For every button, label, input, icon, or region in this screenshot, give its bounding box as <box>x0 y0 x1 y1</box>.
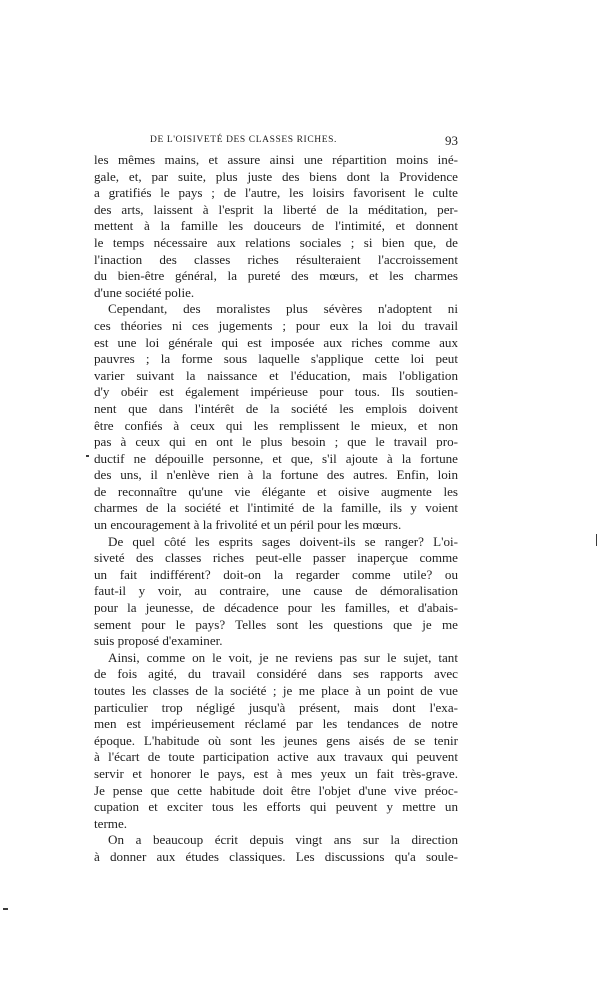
text-line: à donner aux études classiques. Les discussions qu'a soule- <box>94 848 458 864</box>
text-line: cupation et exciter tous les efforts qui peuvent y mettre un <box>94 799 458 815</box>
text-line: nent que dans l'intérêt de la société les emplois doivent <box>94 400 458 416</box>
text-line: men est impérieusement réclamé par les tendances de notre <box>94 716 458 732</box>
running-title: DE L'OISIVETÉ DES CLASSES RICHES. <box>150 135 337 145</box>
page-header <box>94 133 458 153</box>
text-line: ces théories ni ces jugements ; pour eux la loi du travail <box>94 317 458 333</box>
page-number: 93 <box>445 133 458 148</box>
text-line: époque. L'habitude où sont les jeunes gens aisés de se tenir <box>94 732 458 748</box>
text-line: toutes les classes de la société ; je me place à un point de vue <box>94 683 458 698</box>
text-line: les mêmes mains, et assure ainsi une répartition moins iné- <box>94 152 458 167</box>
text-line: être confiés à ceux qui les remplissent le mieux, et non <box>94 417 458 433</box>
text-line: varier suivant la naissance et l'éducation, mais l'obligation <box>94 367 458 383</box>
text-line: particulier trop négligé jusqu'à présent, mais dont l'exa- <box>94 699 458 715</box>
text-line: est une loi générale qui est imposée aux riches comme aux <box>94 334 458 350</box>
text-line: des arts, laissent à l'esprit la liberté de la méditation, per- <box>94 201 458 217</box>
text-line: terme. <box>94 815 128 831</box>
text-line: du bien-être général, la pureté des mœurs, et les charmes <box>94 268 458 284</box>
text-line: pauvres ; la forme sous laquelle s'applique cette loi peut <box>94 351 458 367</box>
ink-speck <box>596 534 597 546</box>
text-line: De quel côté les esprits sages doivent-ils se ranger? L'oi- <box>108 533 458 549</box>
text-line: sement pour le pays? Telles sont les questions que je me <box>94 616 458 632</box>
text-line: mettent à la famille les douceurs de l'intimité, et donnent <box>94 218 458 234</box>
text-line: un encouragement à la frivolité et un péril pour les mœurs. <box>94 517 402 533</box>
text-line: charmes de la société et l'intimité de la famille, ils y voient <box>94 500 458 516</box>
text-line: faut-il y voir, au contraire, une cause de démoralisation <box>94 583 458 599</box>
text-line: Ainsi, comme on le voit, je ne reviens pas sur le sujet, tant <box>108 649 458 665</box>
text-line: pour la jeunesse, de décadence pour les familles, et d'abais- <box>94 600 458 616</box>
text-line: de fois agité, du travail considéré dans ses rapports avec <box>94 666 458 682</box>
text-line: On a beaucoup écrit depuis vingt ans sur la direction <box>108 832 458 848</box>
text-line: siveté des classes riches peut-elle passer inaperçue comme <box>94 550 458 566</box>
text-line: l'inaction des classes riches résulteraient l'accroissement <box>94 251 458 267</box>
ink-speck <box>86 455 89 457</box>
text-line: Je pense que cette habitude doit être l'objet d'une vive préoc- <box>94 782 458 798</box>
text-line: ductif ne dépouille personne, et que, s'il ajoute à la fortune <box>94 450 458 466</box>
text-line: d'une société polie. <box>94 284 195 300</box>
text-line: servir et honorer le pays, est à mes yeux un fait très-grave. <box>94 765 458 781</box>
text-line: de reconnaître qu'une vie élégante et oisive augmente les <box>94 483 458 499</box>
text-line: des uns, il n'enlève rien à la fortune des autres. Enfin, loin <box>94 467 458 483</box>
text-line: un fait indifférent? doit-on la regarder comme utile? ou <box>94 566 458 582</box>
text-line: le temps nécessaire aux relations sociales ; si bien que, de <box>94 234 458 250</box>
body-text <box>94 152 458 866</box>
ink-speck <box>3 908 8 910</box>
text-line: d'y obéir est également impérieuse pour tous. Ils soutien- <box>94 384 458 400</box>
text-line: a gratifiés le pays ; de l'autre, les loisirs favorisent le culte <box>94 185 458 201</box>
text-line: pas à ceux qui en ont le plus besoin ; que le travail pro- <box>94 434 458 450</box>
text-line: gale, et, par suite, plus juste des biens dont la Providence <box>94 168 458 184</box>
text-line: suis proposé d'examiner. <box>94 633 223 649</box>
text-line: Cependant, des moralistes plus sévères n'adoptent ni <box>108 301 458 317</box>
text-line: à l'écart de toute participation active aux travaux qui peuvent <box>94 749 458 765</box>
